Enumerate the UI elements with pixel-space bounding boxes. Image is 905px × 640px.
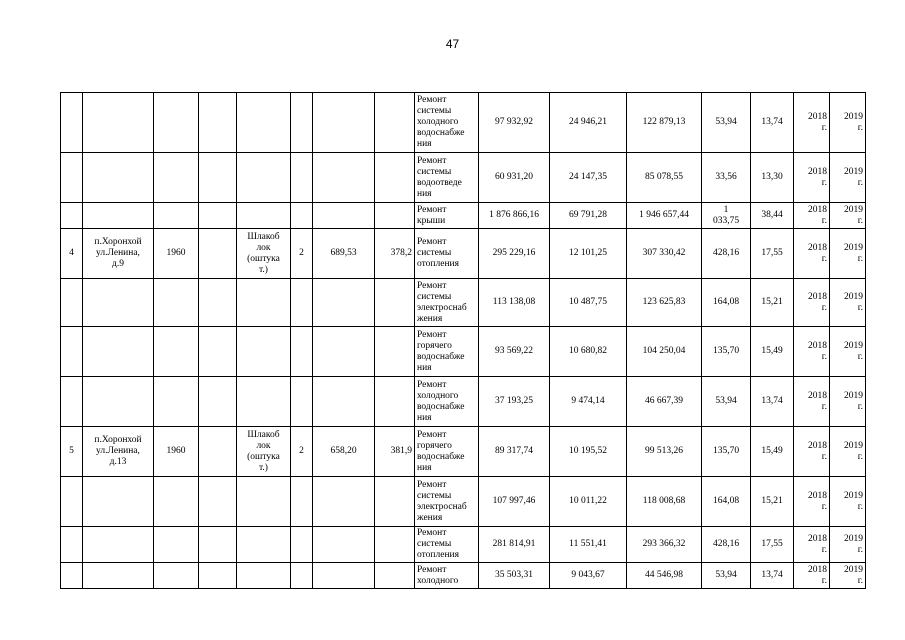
cost-cell: 97 932,92 [479, 93, 550, 153]
work-type-cell-line: системы [417, 106, 452, 116]
floors-cell [291, 153, 313, 203]
row-number-cell [61, 477, 83, 527]
unit-cost-extra-cell: 13,74 [751, 563, 794, 589]
start-year-cell-line: г. [821, 177, 827, 188]
start-year-cell-line: 2018 [808, 111, 827, 122]
work-type-cell [415, 427, 479, 477]
end-year-cell-line: г. [857, 302, 863, 313]
end-year-cell-line: 2019 [844, 564, 863, 575]
end-year-cell-line: 2019 [844, 390, 863, 401]
unit-cost-cell [702, 427, 751, 477]
total-area-cell [313, 93, 375, 153]
work-type-cell-line: Ремонт [417, 155, 447, 166]
end-year-cell-line: г. [857, 122, 863, 133]
work-type-cell [415, 229, 479, 279]
work-type-cell [415, 527, 479, 563]
unit-cost-extra-cell: 15,21 [751, 477, 794, 527]
start-year-cell [794, 377, 830, 427]
address-cell-line: п.Хоронхой [94, 237, 142, 247]
unit-cost-cell-line: 1 [723, 204, 729, 215]
work-type-cell-line: водоснабже [417, 351, 465, 362]
table-row [61, 427, 866, 477]
work-type-cell [415, 477, 479, 527]
start-year-cell [794, 477, 830, 527]
start-year-cell-line: 2018 [808, 291, 827, 302]
unit-cost-cell-line: 164,08 [712, 297, 740, 307]
start-year-cell-line: г. [821, 401, 827, 412]
unit-cost-extra-cell: 38,44 [751, 203, 794, 229]
work-type-cell-line: отопления [417, 550, 459, 560]
floors-cell: 2 [291, 229, 313, 279]
floors-cell [291, 203, 313, 229]
wall-material-cell [237, 229, 291, 279]
year-cell [154, 327, 199, 377]
start-year-cell-line: г. [821, 451, 827, 462]
total-area-cell [313, 477, 375, 527]
work-type-cell-line: водоотведе [417, 177, 462, 188]
work-type-cell-line: Ремонт [417, 95, 447, 105]
living-area-cell [375, 203, 415, 229]
row-number-cell [61, 93, 83, 153]
work-type-cell-line: системы [417, 166, 452, 177]
cost-cell: 295 229,16 [479, 229, 550, 279]
end-year-cell-line: 2019 [844, 440, 863, 451]
cost-cell: 89 317,74 [479, 427, 550, 477]
floors-cell [291, 279, 313, 327]
start-year-cell [794, 153, 830, 203]
work-type-cell-line: Ремонт [417, 204, 447, 215]
start-year-cell-line: г. [821, 351, 827, 362]
floors-cell [291, 327, 313, 377]
wall-material-cell [237, 527, 291, 563]
work-type-cell-line: жения [417, 313, 443, 324]
unit-cost-cell [702, 93, 751, 153]
year-cell [154, 153, 199, 203]
end-year-cell-line: 2019 [844, 490, 863, 501]
wall-material-cell-line: т.) [259, 462, 268, 473]
end-year-cell-line: г. [857, 575, 863, 586]
floors-cell [291, 377, 313, 427]
living-area-cell: 378,2 [375, 229, 415, 279]
work-type-cell-line: Ремонт [417, 379, 447, 390]
work-type-cell-line: водоснабже [417, 401, 465, 412]
wall-material-cell [237, 279, 291, 327]
row-number-cell [61, 377, 83, 427]
wall-material-cell [237, 427, 291, 477]
unit-cost-cell-line: 135,70 [712, 446, 740, 456]
living-area-cell: 381,9 [375, 427, 415, 477]
wall-material-cell-line: (оштука [247, 253, 280, 264]
start-year-cell-line: 2018 [808, 440, 827, 451]
cost-extra-cell: 10 680,82 [550, 327, 627, 377]
living-area-cell [375, 377, 415, 427]
capital-repair-table [60, 92, 866, 589]
empty-cell [199, 279, 237, 327]
cost-extra-cell: 24 147,35 [550, 153, 627, 203]
total-cost-cell: 85 078,55 [627, 153, 702, 203]
total-area-cell [313, 527, 375, 563]
end-year-cell-line: 2019 [844, 111, 863, 122]
wall-material-cell-line: т.) [259, 264, 268, 275]
floors-cell [291, 527, 313, 563]
living-area-cell [375, 477, 415, 527]
work-type-cell-line: водоснабже [417, 451, 465, 462]
end-year-cell-line: 2019 [844, 204, 863, 215]
year-cell [154, 377, 199, 427]
unit-cost-cell [702, 327, 751, 377]
table-row [61, 279, 866, 327]
end-year-cell [830, 377, 866, 427]
unit-cost-cell [702, 229, 751, 279]
cost-extra-cell: 10 195,52 [550, 427, 627, 477]
row-number-cell: 5 [61, 427, 83, 477]
page-number: 47 [445, 37, 460, 51]
cost-extra-cell: 12 101,25 [550, 229, 627, 279]
work-type-cell-line: водоснабже [417, 128, 465, 138]
unit-cost-cell [702, 279, 751, 327]
year-cell [154, 477, 199, 527]
start-year-cell-line: 2018 [808, 490, 827, 501]
start-year-cell [794, 203, 830, 229]
address-cell [83, 527, 154, 563]
unit-cost-cell-line: 428,16 [712, 539, 740, 549]
row-number-cell [61, 327, 83, 377]
address-cell [83, 279, 154, 327]
unit-cost-cell [702, 153, 751, 203]
end-year-cell [830, 527, 866, 563]
start-year-cell [794, 427, 830, 477]
cost-cell: 35 503,31 [479, 563, 550, 589]
end-year-cell-line: г. [857, 215, 863, 226]
end-year-cell-line: 2019 [844, 291, 863, 302]
work-type-cell-line: Ремонт [417, 528, 447, 538]
start-year-cell-line: г. [821, 302, 827, 313]
cost-extra-cell: 11 551,41 [550, 527, 627, 563]
work-type-cell-line: Ремонт [417, 237, 447, 247]
work-type-cell-line: электроснаб [417, 501, 467, 512]
year-cell [154, 527, 199, 563]
total-area-cell [313, 153, 375, 203]
unit-cost-extra-cell: 17,55 [751, 527, 794, 563]
address-cell [83, 153, 154, 203]
table-row [61, 477, 866, 527]
end-year-cell [830, 93, 866, 153]
address-cell-line: д.9 [112, 259, 124, 269]
row-number-cell [61, 563, 83, 589]
year-cell [154, 93, 199, 153]
unit-cost-extra-cell: 15,49 [751, 327, 794, 377]
end-year-cell-line: г. [857, 177, 863, 188]
cost-cell: 93 569,22 [479, 327, 550, 377]
start-year-cell [794, 327, 830, 377]
total-area-cell: 689,53 [313, 229, 375, 279]
cost-extra-cell: 10 487,75 [550, 279, 627, 327]
work-type-cell-line: холодного [417, 390, 459, 401]
row-number-cell [61, 203, 83, 229]
start-year-cell-line: г. [821, 122, 827, 133]
work-type-cell-line: Ремонт [417, 280, 447, 291]
unit-cost-extra-cell: 13,30 [751, 153, 794, 203]
living-area-cell [375, 527, 415, 563]
end-year-cell [830, 477, 866, 527]
table-row [61, 327, 866, 377]
end-year-cell-line: 2019 [844, 533, 863, 544]
end-year-cell [830, 427, 866, 477]
unit-cost-cell-line: 33,56 [715, 172, 737, 182]
end-year-cell-line: г. [857, 253, 863, 264]
work-type-cell-line: системы [417, 539, 452, 549]
work-type-cell-line: ния [417, 362, 432, 373]
start-year-cell-line: 2018 [808, 340, 827, 351]
year-cell: 1960 [154, 229, 199, 279]
empty-cell [199, 327, 237, 377]
start-year-cell-line: г. [821, 575, 827, 586]
table-row [61, 229, 866, 279]
empty-cell [199, 229, 237, 279]
end-year-cell-line: г. [857, 451, 863, 462]
start-year-cell-line: 2018 [808, 533, 827, 544]
total-cost-cell: 1 946 657,44 [627, 203, 702, 229]
address-cell [83, 477, 154, 527]
year-cell [154, 279, 199, 327]
address-cell-line: ул.Ленина, [96, 446, 140, 456]
empty-cell [199, 527, 237, 563]
end-year-cell-line: г. [857, 501, 863, 512]
work-type-cell-line: ния [417, 188, 432, 199]
empty-cell [199, 427, 237, 477]
unit-cost-cell-line: 135,70 [712, 346, 740, 356]
wall-material-cell-line: Шлакоб [247, 231, 280, 242]
empty-cell [199, 153, 237, 203]
cost-cell: 107 997,46 [479, 477, 550, 527]
year-cell [154, 563, 199, 589]
table-row [61, 93, 866, 153]
table-row [61, 203, 866, 229]
start-year-cell [794, 93, 830, 153]
start-year-cell-line: г. [821, 215, 827, 226]
wall-material-cell-line: Шлакоб [247, 429, 280, 440]
unit-cost-cell-line: 033,75 [712, 215, 740, 226]
end-year-cell-line: 2019 [844, 242, 863, 253]
living-area-cell [375, 93, 415, 153]
end-year-cell [830, 229, 866, 279]
unit-cost-extra-cell: 13,74 [751, 377, 794, 427]
end-year-cell-line: г. [857, 401, 863, 412]
cost-cell: 60 931,20 [479, 153, 550, 203]
work-type-cell [415, 93, 479, 153]
work-type-cell-line: Ремонт [417, 564, 447, 575]
address-cell [83, 377, 154, 427]
table-row [61, 527, 866, 563]
end-year-cell-line: 2019 [844, 340, 863, 351]
unit-cost-cell-line: 428,16 [712, 248, 740, 258]
work-type-cell-line: холодного [417, 117, 459, 127]
address-cell [83, 327, 154, 377]
total-area-cell: 658,20 [313, 427, 375, 477]
address-cell [83, 93, 154, 153]
cost-extra-cell: 9 043,67 [550, 563, 627, 589]
end-year-cell [830, 563, 866, 589]
empty-cell [199, 203, 237, 229]
total-cost-cell: 99 513,26 [627, 427, 702, 477]
end-year-cell [830, 153, 866, 203]
start-year-cell-line: г. [821, 544, 827, 555]
unit-cost-cell-line: 53,94 [715, 117, 737, 127]
total-cost-cell: 46 667,39 [627, 377, 702, 427]
work-type-cell-line: отопления [417, 259, 459, 269]
start-year-cell-line: 2018 [808, 204, 827, 215]
work-type-cell-line: системы [417, 490, 452, 501]
table-row [61, 563, 866, 589]
start-year-cell-line: г. [821, 501, 827, 512]
year-cell [154, 203, 199, 229]
address-cell [83, 203, 154, 229]
unit-cost-extra-cell: 15,21 [751, 279, 794, 327]
total-area-cell [313, 327, 375, 377]
living-area-cell [375, 153, 415, 203]
work-type-cell-line: системы [417, 248, 452, 258]
address-cell-line: п.Хоронхой [94, 435, 142, 445]
end-year-cell [830, 327, 866, 377]
empty-cell [199, 377, 237, 427]
address-cell [83, 427, 154, 477]
cost-cell: 113 138,08 [479, 279, 550, 327]
work-type-cell [415, 327, 479, 377]
unit-cost-cell [702, 563, 751, 589]
row-number-cell: 4 [61, 229, 83, 279]
work-type-cell-line: ния [417, 412, 432, 423]
floors-cell [291, 93, 313, 153]
floors-cell [291, 563, 313, 589]
unit-cost-cell [702, 477, 751, 527]
wall-material-cell [237, 377, 291, 427]
start-year-cell-line: 2018 [808, 390, 827, 401]
living-area-cell [375, 563, 415, 589]
work-type-cell-line: Ремонт [417, 479, 447, 490]
end-year-cell-line: 2019 [844, 166, 863, 177]
cost-extra-cell: 24 946,21 [550, 93, 627, 153]
work-type-cell-line: холодного [417, 575, 459, 586]
empty-cell [199, 477, 237, 527]
unit-cost-cell-line: 53,94 [715, 396, 737, 406]
unit-cost-cell-line: 164,08 [712, 496, 740, 506]
unit-cost-extra-cell: 17,55 [751, 229, 794, 279]
total-cost-cell: 104 250,04 [627, 327, 702, 377]
cost-cell: 37 193,25 [479, 377, 550, 427]
wall-material-cell [237, 563, 291, 589]
cost-cell: 1 876 866,16 [479, 203, 550, 229]
work-type-cell-line: горячего [417, 340, 452, 351]
cost-extra-cell: 10 011,22 [550, 477, 627, 527]
start-year-cell [794, 279, 830, 327]
start-year-cell [794, 563, 830, 589]
work-type-cell-line: ния [417, 462, 432, 473]
total-cost-cell: 44 546,98 [627, 563, 702, 589]
wall-material-cell [237, 153, 291, 203]
work-type-cell [415, 563, 479, 589]
start-year-cell-line: 2018 [808, 242, 827, 253]
cost-extra-cell: 69 791,28 [550, 203, 627, 229]
floors-cell [291, 477, 313, 527]
start-year-cell-line: 2018 [808, 564, 827, 575]
work-type-cell-line: крыши [417, 215, 446, 226]
table-row [61, 377, 866, 427]
total-cost-cell: 122 879,13 [627, 93, 702, 153]
start-year-cell-line: г. [821, 253, 827, 264]
wall-material-cell [237, 93, 291, 153]
end-year-cell-line: г. [857, 544, 863, 555]
start-year-cell-line: 2018 [808, 166, 827, 177]
unit-cost-cell-line: 53,94 [715, 570, 737, 580]
work-type-cell [415, 203, 479, 229]
work-type-cell-line: ния [417, 139, 432, 149]
address-cell [83, 563, 154, 589]
work-type-cell-line: электроснаб [417, 302, 467, 313]
cost-extra-cell: 9 474,14 [550, 377, 627, 427]
total-area-cell [313, 563, 375, 589]
total-area-cell [313, 203, 375, 229]
row-number-cell [61, 153, 83, 203]
year-cell: 1960 [154, 427, 199, 477]
end-year-cell [830, 279, 866, 327]
wall-material-cell [237, 327, 291, 377]
total-cost-cell: 293 366,32 [627, 527, 702, 563]
wall-material-cell-line: лок [256, 242, 271, 253]
address-cell-line: ул.Ленина, [96, 248, 140, 258]
wall-material-cell-line: лок [256, 440, 271, 451]
work-type-cell [415, 153, 479, 203]
wall-material-cell [237, 203, 291, 229]
row-number-cell [61, 279, 83, 327]
address-cell [83, 229, 154, 279]
work-type-cell-line: Ремонт [417, 429, 447, 440]
total-cost-cell: 123 625,83 [627, 279, 702, 327]
floors-cell: 2 [291, 427, 313, 477]
address-cell-line: д.13 [109, 457, 127, 467]
total-cost-cell: 307 330,42 [627, 229, 702, 279]
total-area-cell [313, 377, 375, 427]
row-number-cell [61, 527, 83, 563]
end-year-cell [830, 203, 866, 229]
wall-material-cell [237, 477, 291, 527]
work-type-cell [415, 377, 479, 427]
end-year-cell-line: г. [857, 351, 863, 362]
start-year-cell [794, 527, 830, 563]
start-year-cell [794, 229, 830, 279]
unit-cost-extra-cell: 15,49 [751, 427, 794, 477]
living-area-cell [375, 279, 415, 327]
work-type-cell-line: системы [417, 291, 452, 302]
living-area-cell [375, 327, 415, 377]
empty-cell [199, 563, 237, 589]
unit-cost-extra-cell: 13,74 [751, 93, 794, 153]
cost-cell: 281 814,91 [479, 527, 550, 563]
work-type-cell-line: горячего [417, 440, 452, 451]
empty-cell [199, 93, 237, 153]
unit-cost-cell [702, 377, 751, 427]
work-type-cell [415, 279, 479, 327]
work-type-cell-line: жения [417, 512, 443, 523]
work-type-cell-line: Ремонт [417, 329, 447, 340]
table-row [61, 153, 866, 203]
total-cost-cell: 118 008,68 [627, 477, 702, 527]
unit-cost-cell [702, 203, 751, 229]
total-area-cell [313, 279, 375, 327]
unit-cost-cell [702, 527, 751, 563]
wall-material-cell-line: (оштука [247, 451, 280, 462]
